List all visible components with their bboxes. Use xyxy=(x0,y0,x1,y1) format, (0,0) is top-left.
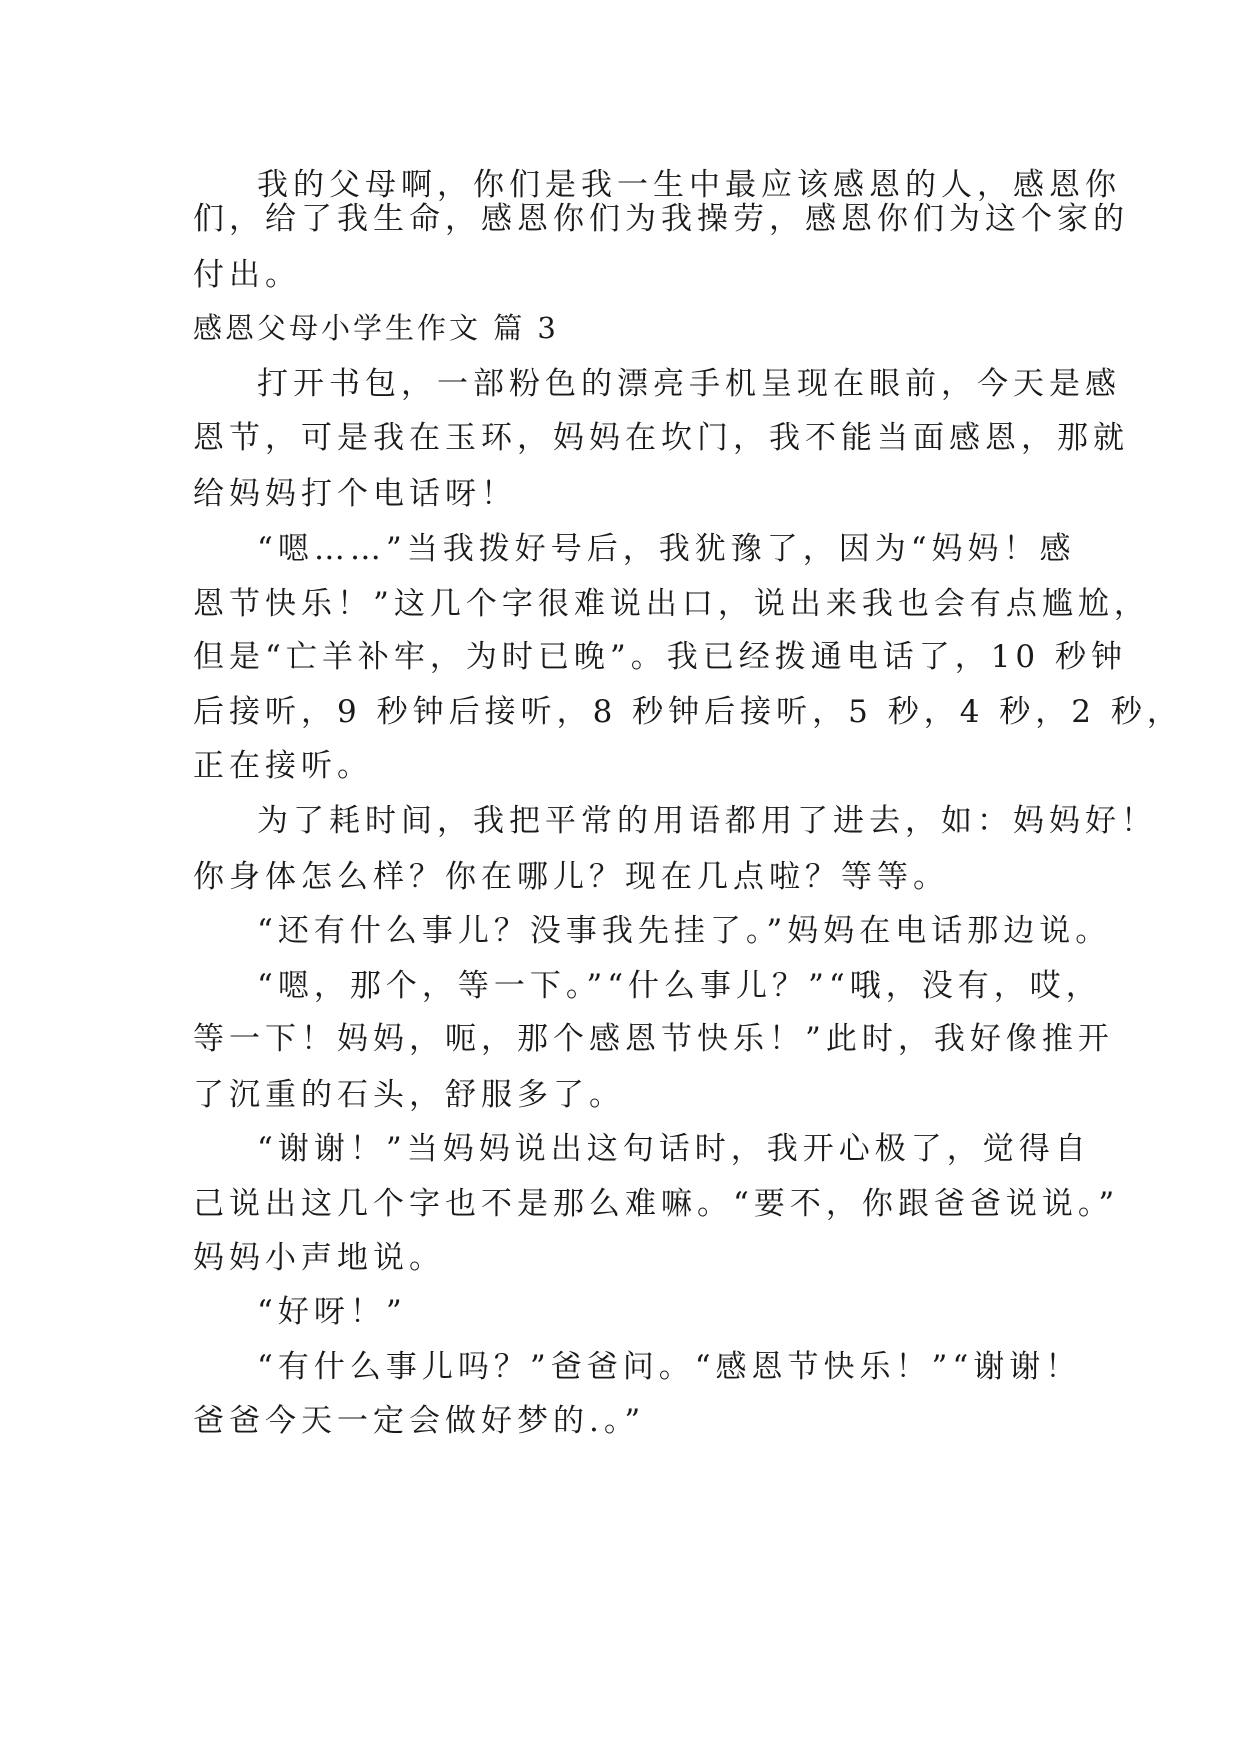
text-line: 爸爸今天一定会做好梦的.。” xyxy=(193,1403,646,1439)
text-line: 妈妈小声地说。 xyxy=(193,1240,445,1276)
text-line: 为了耗时间，我把平常的用语都用了进去，如：妈妈好！ xyxy=(257,803,1157,839)
text-line: “还有什么事儿？没事我先挂了。”妈妈在电话那边说。 xyxy=(257,913,1112,949)
text-line: 己说出这几个字也不是那么难嘛。“要不，你跟爸爸说说。” xyxy=(193,1186,1120,1222)
text-line: 你身体怎么样？你在哪儿？现在几点啦？等等。 xyxy=(193,859,949,895)
text-line: 我的父母啊，你们是我一生中最应该感恩的人，感恩你 xyxy=(257,167,1121,203)
text-line: 打开书包，一部粉色的漂亮手机呈现在眼前，今天是感 xyxy=(257,366,1121,402)
text-line: “有什么事儿吗？”爸爸问。“感恩节快乐！”“谢谢！ xyxy=(257,1349,1082,1385)
text-line: 但是“亡羊补牢，为时已晚”。我已经拨通电话了，10 秒钟 xyxy=(193,639,1127,675)
text-line: 后接听，9 秒钟后接听，8 秒钟后接听，5 秒，4 秒，2 秒， xyxy=(193,694,1183,730)
text-line: 恩节快乐！”这几个字很难说出口，说出来我也会有点尴尬， xyxy=(193,586,1150,622)
text-line: “嗯……”当我拨好号后，我犹豫了，因为“妈妈！感 xyxy=(257,531,1076,567)
text-line: 给妈妈打个电话呀！ xyxy=(193,476,517,512)
text-line: 们，给了我生命，感恩你们为我操劳，感恩你们为这个家的 xyxy=(193,201,1129,237)
text-line: 正在接听。 xyxy=(193,748,373,784)
text-line: “嗯，那个，等一下。”“什么事儿？”“哦，没有，哎， xyxy=(257,968,1102,1004)
text-line: “谢谢！”当妈妈说出这句话时，我开心极了，觉得自 xyxy=(257,1131,1091,1167)
text-line: 恩节，可是我在玉环，妈妈在坎门，我不能当面感恩，那就 xyxy=(193,420,1129,456)
text-line: “好呀！” xyxy=(257,1294,407,1330)
section-heading: 感恩父母小学生作文 篇 3 xyxy=(193,311,559,345)
text-line: 付出。 xyxy=(193,257,301,293)
text-line: 等一下！妈妈，呃，那个感恩节快乐！”此时，我好像推开 xyxy=(193,1021,1114,1057)
text-line: 了沉重的石头，舒服多了。 xyxy=(193,1077,625,1113)
